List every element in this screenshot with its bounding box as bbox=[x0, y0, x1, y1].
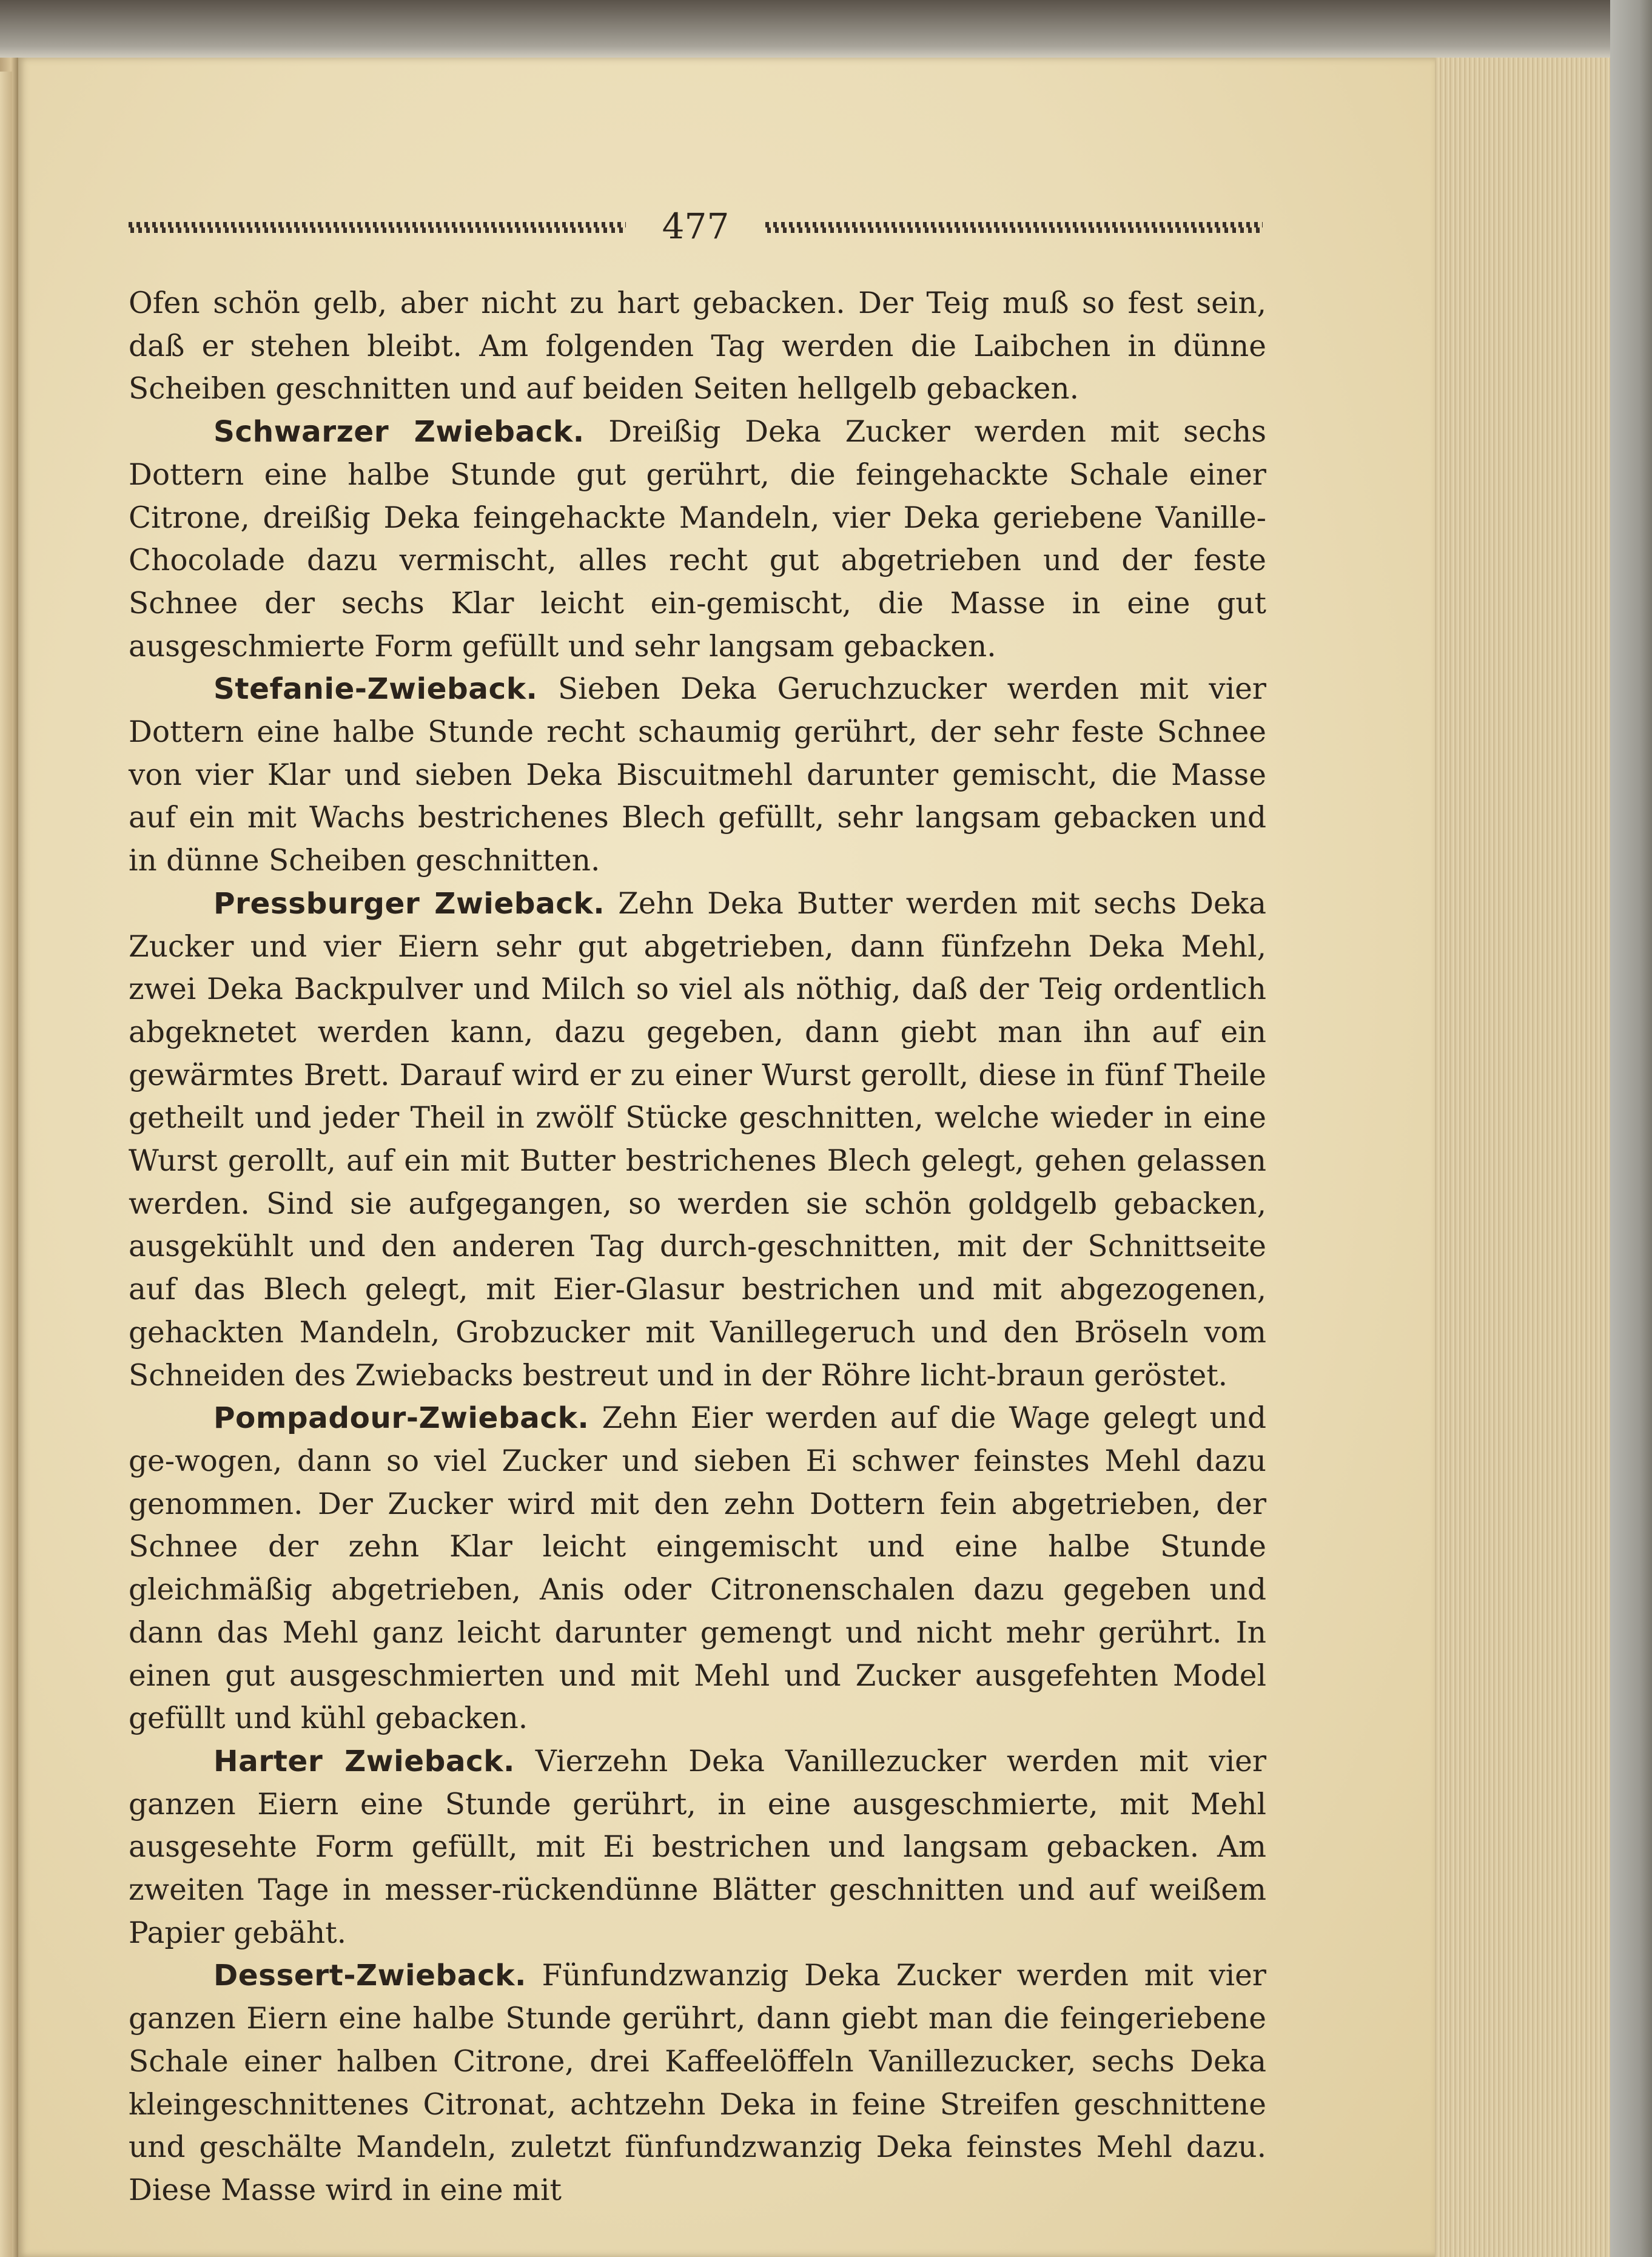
recipe-heading: Pressburger Zwieback. bbox=[213, 886, 605, 921]
recipe-harter-zwieback bbox=[129, 1740, 1266, 1955]
paragraph-continued bbox=[129, 282, 1266, 411]
recipe-heading: Pompadour-Zwieback. bbox=[213, 1401, 589, 1436]
running-header bbox=[129, 199, 1263, 254]
paragraph-text: Ofen schön gelb, aber nicht zu hart gebacken. Der Teig muß so fest sein, daß er stehen bleibt. Am folgenden Tag werden die Laibchen in dünne Scheiben geschnitten und auf beiden Seiten hellgelb gebacken. bbox=[129, 286, 1266, 406]
body-text bbox=[129, 282, 1267, 2207]
recipe-text: Vierzehn Deka Vanillezucker werden mit vier ganzen Eiern eine Stunde gerührt, in eine ausgeschmierte, mit Mehl ausgesehte Form gefüllt, mit Ei bestrichen und langsam gebacken. Am zweiten Tage in messer-rückendünne Blätter geschnitten und auf weißem Papier gebäht. bbox=[129, 1744, 1267, 1950]
recipe-text: Zehn Eier werden auf die Wage gelegt und ge-wogen, dann so viel Zucker und sieben Ei schwer feinstes Mehl dazu genommen. Der Zucker wird mit den zehn Dottern fein abgetrieben, der Schnee der zehn Klar leicht eingemischt und eine halbe Stunde gleichmäßig abgetrieben, Anis oder Citronenschalen dazu gegeben und dann das Mehl ganz leicht darunter gemengt und nicht mehr gerührt. In einen gut ausgeschmierten und mit Mehl und Zucker ausgefehten Model gefüllt und kühl gebacken. bbox=[129, 1401, 1266, 1736]
recipe-text: Zehn Deka Butter werden mit sechs Deka Zucker und vier Eiern sehr gut abgetrieben, dann fünfzehn Deka Mehl, zwei Deka Backpulver und Milch so viel als nöthig, daß der Teig ordentlich abgeknetet werden kann, dazu gegeben, dann giebt man ihn auf ein gewärmtes Brett. Darauf wird er zu einer Wurst gerollt, diese in fünf Theile getheilt und jeder Theil in zwölf Stücke geschnitten, welche wieder in eine Wurst gerollt, auf ein mit Butter bestrichenes Blech gelegt, gehen gelassen werden. Sind sie aufgegangen, so werden sie schön goldgelb gebacken, ausgekühlt und den anderen Tag durch-geschnitten, mit der Schnittseite auf das Blech gelegt, mit Eier-Glasur bestrichen und mit abgezogenen, gehackten Mandeln, Grobzucker mit Vanillegeruch und den Bröseln vom Schneiden des Zwiebacks bestreut und in der Röhre licht-braun geröstet. bbox=[129, 886, 1266, 1393]
page-number: 477 bbox=[662, 206, 730, 247]
recipe-heading: Stefanie-Zwieback. bbox=[213, 672, 538, 707]
page-stack-edges bbox=[1413, 58, 1610, 2257]
recipe-heading: Schwarzer Zwieback. bbox=[213, 415, 585, 449]
recipe-schwarzer-zwieback bbox=[129, 411, 1266, 668]
recipe-pressburger-zwieback bbox=[129, 883, 1266, 1397]
ornament-rule-right bbox=[765, 222, 1263, 233]
recipe-heading: Harter Zwieback. bbox=[213, 1744, 515, 1778]
recipe-stefanie-zwieback bbox=[129, 668, 1266, 883]
recipe-text: Dreißig Deka Zucker werden mit sechs Dottern eine halbe Stunde gut gerührt, die feingehackte Schale einer Citrone, dreißig Deka feingehackte Mandeln, vier Deka geriebene Vanille-Chocolade dazu vermischt, alles recht gut abgetrieben und der feste Schnee der sechs Klar leicht ein-gemischt, die Masse in eine gut ausgeschmierte Form gefüllt und sehr langsam gebacken. bbox=[129, 415, 1267, 664]
previous-leaf bbox=[0, 72, 12, 2257]
recipe-pompadour-zwieback bbox=[129, 1397, 1266, 1740]
recipe-dessert-zwieback bbox=[129, 1954, 1266, 2212]
recipe-heading: Dessert-Zwieback. bbox=[213, 1959, 526, 1993]
book-board-top bbox=[0, 0, 1652, 58]
book-board-right bbox=[1610, 0, 1652, 2257]
recipe-text: Fünfundzwanzig Deka Zucker werden mit vier ganzen Eiern eine halbe Stunde gerührt, dann giebt man die feingeriebene Schale einer halben Citrone, drei Kaffeelöffeln Vanillezucker, sechs Deka kleingeschnittenes Citronat, achtzehn Deka in feine Streifen geschnittene und geschälte Mandeln, zuletzt fünfundzwanzig Deka feinstes Mehl dazu. Diese Masse wird in eine mit bbox=[129, 1959, 1266, 2207]
recipe-text: Sieben Deka Geruchzucker werden mit vier Dottern eine halbe Stunde recht schaumig gerührt, der sehr feste Schnee von vier Klar und sieben Deka Biscuitmehl darunter gemischt, die Masse auf ein mit Wachs bestrichenes Blech gefüllt, sehr langsam gebacken und in dünne Scheiben geschnitten. bbox=[129, 672, 1266, 878]
ornament-rule-left bbox=[129, 222, 626, 233]
